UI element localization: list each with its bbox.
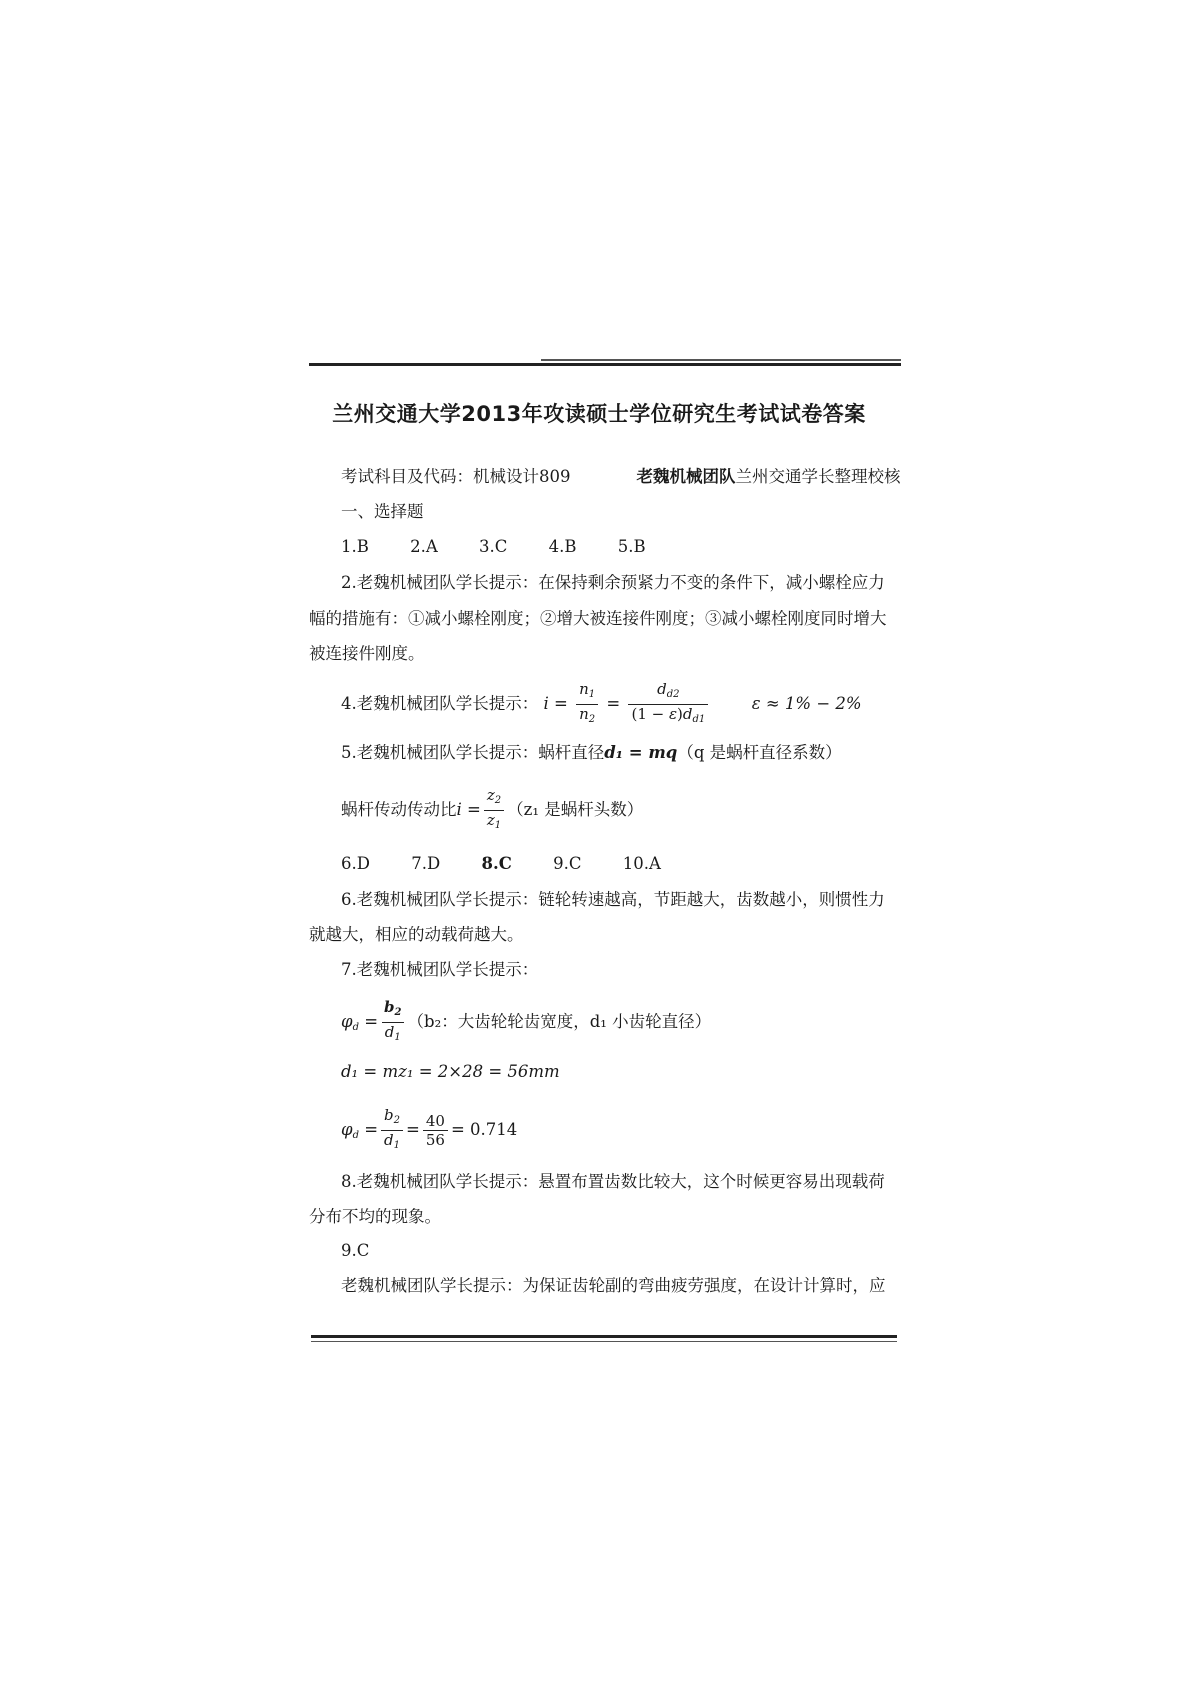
- ratio-formula: i = $\frac{n_1}{n_2}$ = $\frac{d_{d2}}{(1 - \varepsilon)d_{d1}}$: [544, 694, 717, 713]
- hint-2-line-1: 2.老魏机械团队学长提示：在保持剩余预紧力不变的条件下，减小螺栓应力: [341, 573, 885, 592]
- phi-calc-formula: $\varphi_d$ = $\frac{b_2}{d_1}$ = $\frac{40}{56}$: [341, 1120, 451, 1139]
- worm-ratio-note: （z₁ 是蜗杆头数）: [507, 800, 644, 819]
- hint-6-line-2: 就越大，相应的动载荷越大。: [309, 925, 524, 944]
- answers-row-2: [341, 854, 661, 874]
- phi-definition: [341, 998, 711, 1050]
- hint-6-line-1: 6.老魏机械团队学长提示：链轮转速越高，节距越大，齿数越小，则惯性力: [341, 890, 885, 909]
- hint-5-note: （q 是蜗杆直径系数）: [677, 743, 842, 762]
- hint-7: 7.老魏机械团队学长提示：: [341, 960, 539, 979]
- answer-9-repeat: 9.C: [341, 1241, 370, 1260]
- worm-ratio-label: 蜗杆传动传动比: [341, 800, 457, 819]
- hint-8-line-2: 分布不均的现象。: [309, 1207, 441, 1226]
- team-name: 老魏机械团队: [636, 467, 736, 486]
- answer-9: 9.C: [553, 854, 582, 873]
- bottom-rule: [311, 1335, 897, 1338]
- answer-7: 7.D: [411, 854, 441, 873]
- team-rest: 兰州交通学长整理校核: [735, 467, 901, 486]
- answer-6: 6.D: [341, 854, 370, 873]
- hint-2-line-2: 幅的措施有：①减小螺栓刚度；②增大被连接件刚度；③减小螺栓刚度同时增大: [309, 609, 887, 628]
- answer-2: 2.A: [410, 537, 438, 556]
- answer-4: 4.B: [548, 537, 577, 556]
- hint-8-line-1: 8.老魏机械团队学长提示：悬置布置齿数比较大，这个时候更容易出现载荷: [341, 1172, 885, 1191]
- page-title: 兰州交通大学2013年攻读硕士学位研究生考试试卷答案: [332, 402, 866, 426]
- bottom-rule-thin: [311, 1341, 897, 1342]
- answer-5: 5.B: [617, 537, 646, 556]
- hint-4-label: 4.老魏机械团队学长提示：: [341, 694, 539, 713]
- phi-note: （b₂：大齿轮轮齿宽度，d₁ 小齿轮直径）: [407, 1012, 712, 1031]
- phi-calc-result: = 0.714: [450, 1120, 518, 1139]
- subject-label: 考试科目及代码：机械设计809: [341, 467, 571, 486]
- answer-1: 1.B: [341, 537, 369, 556]
- phi-formula: $\varphi_d$ = $\frac{b_2}{d_1}$: [341, 1012, 408, 1031]
- hint-5-label: 5.老魏机械团队学长提示：蜗杆直径: [341, 743, 605, 762]
- worm-ratio-formula: i = $\frac{z_2}{z_1}$: [457, 800, 508, 819]
- answers-row-1: [341, 537, 646, 557]
- answer-3: 3.C: [479, 537, 508, 556]
- section-heading: 一、选择题: [341, 502, 424, 521]
- hint-2-line-3: 被连接件刚度。: [309, 644, 425, 663]
- top-rule-left: [309, 363, 901, 366]
- hint-5: [341, 743, 842, 763]
- answer-8: 8.C: [481, 854, 512, 873]
- worm-ratio: [341, 786, 643, 835]
- hint-4: [341, 680, 862, 729]
- subject-line: [341, 467, 901, 487]
- d1-calculation: d₁ = mz₁ = 2×28 = 56mm: [341, 1062, 560, 1081]
- worm-diameter-formula: d₁ = mq: [604, 743, 678, 762]
- answer-10: 10.A: [622, 854, 661, 873]
- top-rule-right: [541, 359, 901, 361]
- phi-calculation: [341, 1106, 517, 1158]
- epsilon-range: ε ≈ 1% − 2%: [751, 694, 862, 713]
- hint-9: 老魏机械团队学长提示：为保证齿轮副的弯曲疲劳强度，在设计计算时，应: [341, 1276, 886, 1295]
